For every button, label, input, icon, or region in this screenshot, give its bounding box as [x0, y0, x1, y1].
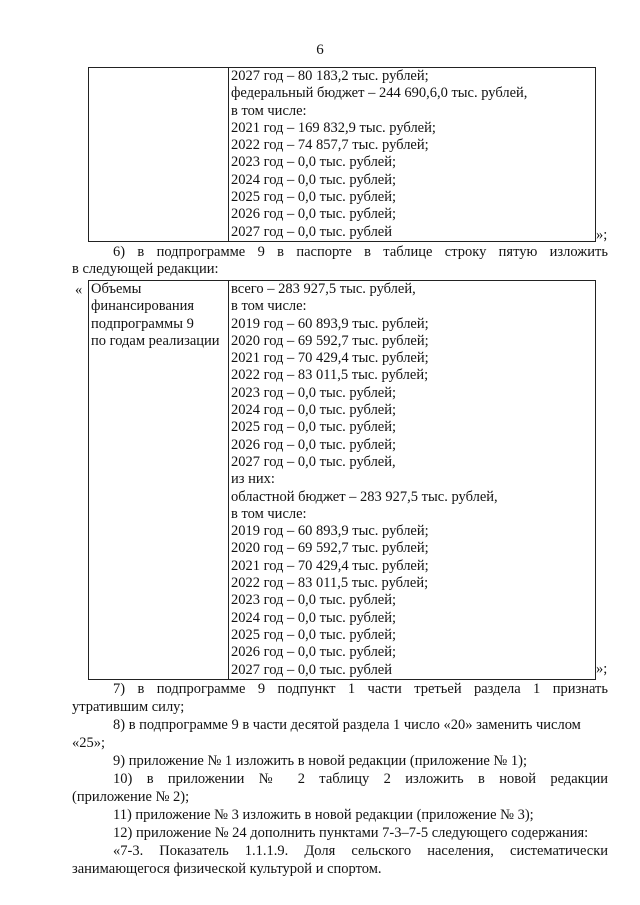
table2-line: 2023 год – 0,0 тыс. рублей; [231, 384, 397, 401]
financing-label-line: по годам реализации [91, 332, 220, 349]
item-13-line1: «7-3. Показатель 1.1.1.9. Доля сельского населения, систематически [113, 843, 608, 859]
table2-line: 2019 год – 60 893,9 тыс. рублей; [231, 315, 429, 332]
table1-line: в том числе: [231, 102, 307, 119]
table1-line: 2021 год – 169 832,9 тыс. рублей; [231, 119, 436, 136]
table2-line: из них: [231, 471, 275, 488]
table2-line: 2022 год – 83 011,5 тыс. рублей; [231, 367, 429, 384]
item-8-line2: «25»; [72, 735, 106, 751]
table2-line: в том числе: [231, 505, 307, 522]
para-6-line2: в следующей редакции: [72, 261, 219, 277]
table2-left-cell [89, 281, 229, 680]
para-6-line1: 6) в подпрограмме 9 в паспорте в таблице строку пятую изложить [113, 244, 608, 260]
table1-right-cell [229, 68, 596, 242]
table2-line: 2020 год – 69 592,7 тыс. рублей; [231, 540, 429, 557]
financing-label-line: Объемы [91, 281, 142, 297]
table2-line: 2021 год – 70 429,4 тыс. рублей; [231, 350, 429, 367]
table1-left-cell [89, 68, 229, 242]
item-10-line1: 10) в приложении № 2 таблицу 2 изложить в новой редакции [113, 771, 608, 787]
budget-table-continued [88, 67, 596, 242]
table2-line: 2021 год – 70 429,4 тыс. рублей; [231, 557, 429, 574]
table2-close-quote: »; [596, 661, 608, 677]
table2-line: 2026 год – 0,0 тыс. рублей; [231, 436, 397, 453]
page-number: 6 [316, 42, 324, 58]
table1-line: 2022 год – 74 857,7 тыс. рублей; [231, 137, 429, 154]
table2-open-quote: « [75, 282, 83, 298]
table2-line: 2024 год – 0,0 тыс. рублей; [231, 402, 397, 419]
table2-line: 2023 год – 0,0 тыс. рублей; [231, 592, 397, 609]
item-7-line1: 7) в подпрограмме 9 подпункт 1 части третьей раздела 1 признать [113, 681, 608, 697]
table2-line: 2027 год – 0,0 тыс. рублей [231, 661, 393, 678]
financing-label [91, 281, 226, 350]
table2-line: 2019 год – 60 893,9 тыс. рублей; [231, 523, 429, 540]
table1-line: 2027 год – 0,0 тыс. рублей [231, 223, 393, 240]
item-11: 11) приложение № 3 изложить в новой редакции (приложение № 3); [113, 807, 534, 823]
item-9: 9) приложение № 1 изложить в новой редакции (приложение № 1); [113, 753, 527, 769]
table1-line: федеральный бюджет – 244 690,6,0 тыс. рублей, [231, 85, 528, 102]
item-12: 12) приложение № 24 дополнить пунктами 7-3–7-5 следующего содержания: [113, 825, 589, 841]
table2-line: 2025 год – 0,0 тыс. рублей; [231, 419, 397, 436]
table2-line: 2027 год – 0,0 тыс. рублей, [231, 453, 396, 470]
table2-line: 2024 год – 0,0 тыс. рублей; [231, 609, 397, 626]
table2-line: 2026 год – 0,0 тыс. рублей; [231, 644, 397, 661]
table2-lines [231, 281, 593, 679]
table2-line: всего – 283 927,5 тыс. рублей, [231, 281, 416, 297]
table2-line: в том числе: [231, 298, 307, 315]
table2-line: 2025 год – 0,0 тыс. рублей; [231, 626, 397, 643]
table2-line: 2020 год – 69 592,7 тыс. рублей; [231, 332, 429, 349]
table1-line: 2026 год – 0,0 тыс. рублей; [231, 206, 397, 223]
item-8-line1: 8) в подпрограмме 9 в части десятой раздела 1 число «20» заменить числом [113, 717, 581, 733]
financing-table [88, 280, 596, 680]
table1-line: 2027 год – 80 183,2 тыс. рублей; [231, 68, 429, 84]
item-13-line2: занимающегося физической культурой и спортом. [72, 861, 382, 877]
table2-line: 2022 год – 83 011,5 тыс. рублей; [231, 575, 429, 592]
item-10-line2: (приложение № 2); [72, 789, 190, 805]
table1-line: 2025 год – 0,0 тыс. рублей; [231, 189, 397, 206]
financing-label-line: подпрограммы 9 [91, 315, 194, 332]
table1-close-quote: »; [596, 227, 608, 243]
table1-line: 2023 год – 0,0 тыс. рублей; [231, 154, 397, 171]
table2-right-cell [229, 281, 596, 680]
table1-lines [231, 68, 593, 241]
table2-line: областной бюджет – 283 927,5 тыс. рублей, [231, 488, 498, 505]
item-7-line2: утратившим силу; [72, 699, 185, 715]
table1-line: 2024 год – 0,0 тыс. рублей; [231, 171, 397, 188]
financing-label-line: финансирования [91, 298, 195, 315]
